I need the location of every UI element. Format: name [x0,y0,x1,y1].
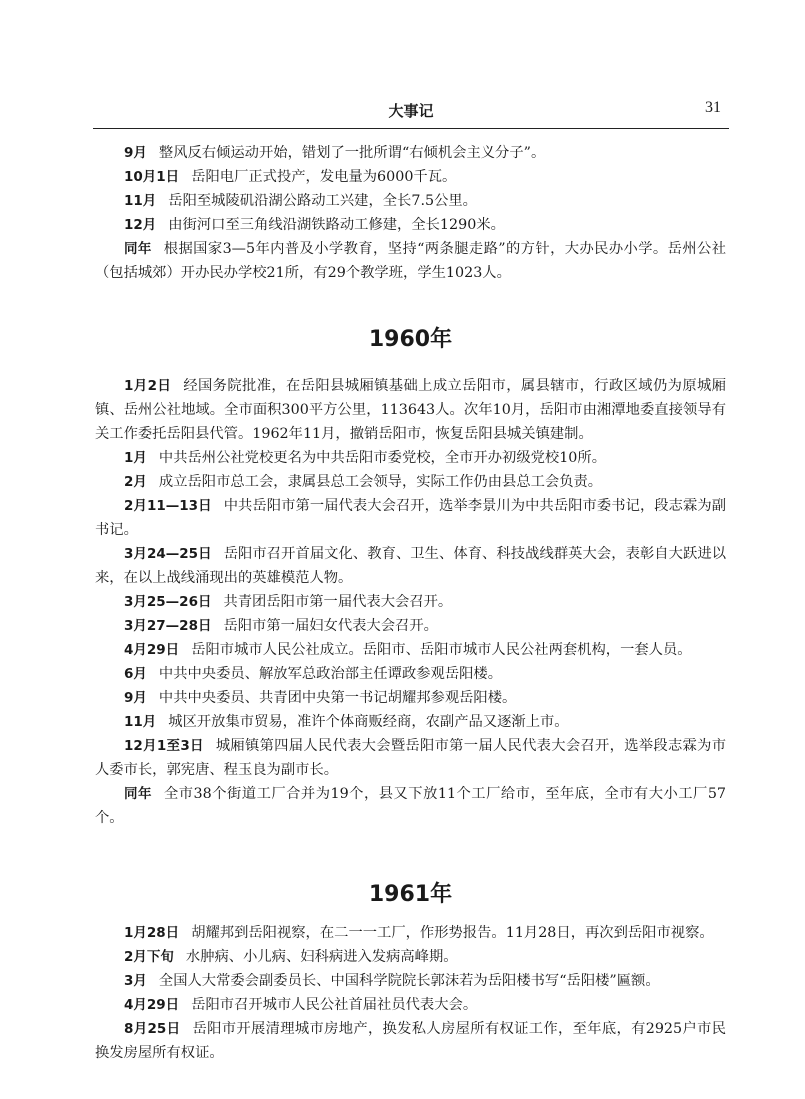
list-item [95,969,726,993]
entry-text: 岳阳市第一届妇女代表大会召开。 [223,618,438,634]
entry-date: 10月1日 [124,169,180,185]
entry-text: 中共中央委员、共青团中央第一书记胡耀邦参观岳阳楼。 [158,690,517,706]
entry-date: 1月2日 [124,378,172,394]
entry-text: 成立岳阳市总工会，隶属县总工会领导，实际工作仍由县总工会负责。 [158,474,603,490]
entry-text: 中共岳州公社党校更名为中共岳阳市委党校，全市开办初级党校10所。 [158,450,607,466]
list-item [95,921,726,945]
entry-date: 2月下旬 [124,949,174,965]
entry-date: 9月 [124,690,147,706]
entry-text: 中共中央委员、解放军总政治部主任谭政参观岳阳楼。 [158,666,503,682]
list-item [95,734,726,782]
entry-date: 同年 [124,241,152,257]
entry-date: 12月 [124,217,157,233]
entry-text: 整风反右倾运动开始，错划了一批所谓“右倾机会主义分子”。 [158,145,546,161]
entry-text: 岳阳电厂正式投产，发电量为6000千瓦。 [191,169,457,185]
entry-date: 3月25—26日 [124,594,212,610]
section-1961 [95,921,726,1065]
list-item [95,542,726,590]
year-heading: 1960年 [368,327,453,352]
list-item [95,189,726,213]
list-item [95,638,726,662]
entry-date: 3月24—25日 [124,546,212,562]
entry-date: 1月 [124,450,147,466]
list-item [95,710,726,734]
entry-text: 水肿病、小儿病、妇科病进入发病高峰期。 [185,949,458,965]
entry-date: 4月29日 [124,997,180,1013]
entry-text: 经国务院批准，在岳阳县城厢镇基础上成立岳阳市，属县辖市，行政区域仍为原城厢镇、岳州公社地域。全市面积300平方公里，113643人。次年10月，岳阳市由湘潭地委直接领导有关工作委托岳阳县代管。1962年11月，撤销岳阳市，恢复岳阳县城关镇建制。 [95,378,726,442]
entry-date: 3月 [124,973,147,989]
list-item [95,374,726,446]
list-item [95,494,726,542]
entry-date: 1月28日 [124,925,180,941]
entry-date: 3月27—28日 [124,618,212,634]
entry-date: 2月 [124,474,147,490]
entry-text: 全国人大常委会副委员长、中国科学院院长郭沫若为岳阳楼书写“岳阳楼”匾额。 [158,973,660,989]
list-item [95,446,726,470]
page-body [95,141,726,1065]
entry-date: 11月 [124,714,157,730]
list-item [95,614,726,638]
list-item [95,993,726,1017]
section-1959-continued [95,141,726,285]
entry-text: 全市38个街道工厂合并为19个，县又下放11个工厂给市，至年底，全市有大小工厂57个。 [95,786,727,826]
year-heading: 1961年 [368,882,453,907]
entry-text: 城厢镇第四届人民代表大会暨岳阳市第一届人民代表大会召开，选举段志霖为市人委市长，郭宪唐、程玉良为副市长。 [95,738,727,778]
entry-text: 城区开放集市贸易，准许个体商贩经商，农副产品又逐渐上市。 [168,714,569,730]
entry-text: 岳阳市召开首届文化、教育、卫生、体育、科技战线群英大会，表彰自大跃进以来，在以上战线涌现出的英雄模范人物。 [95,546,727,586]
entry-text: 岳阳市召开城市人民公社首届社员代表大会。 [191,997,478,1013]
entry-text: 中共岳阳市第一届代表大会召开，选举李景川为中共岳阳市委书记，段志霖为副书记。 [95,498,727,538]
entry-text: 根据国家3—5年内普及小学教育，坚持“两条腿走路”的方针，大办民办小学。岳州公社（包括城郊）开办民办学校21所，有29个教学班，学生1023人。 [95,241,726,281]
entry-text: 岳阳至城陵矶沿湖公路动工兴建，全长7.5公里。 [168,193,477,209]
list-item [95,1017,726,1065]
entry-text: 共青团岳阳市第一届代表大会召开。 [223,594,453,610]
entry-text: 岳阳市开展清理城市房地产，换发私人房屋所有权证工作，至年底，有2925户市民换发房屋所有权证。 [95,1021,726,1061]
list-item [95,237,726,285]
entry-text: 由街河口至三角线沿湖铁路动工修建，全长1290米。 [168,217,505,233]
list-item [95,686,726,710]
entry-date: 6月 [124,666,147,682]
entry-date: 8月25日 [124,1021,181,1037]
list-item [95,165,726,189]
list-item [95,470,726,494]
list-item [95,782,726,830]
entry-date: 11月 [124,193,157,209]
list-item [95,590,726,614]
list-item [95,945,726,969]
entry-date: 12月1至3日 [124,738,204,754]
entry-date: 9月 [124,145,147,161]
page-number: 31 [705,99,721,116]
entry-date: 同年 [124,786,152,802]
list-item [95,213,726,237]
entry-text: 岳阳市城市人民公社成立。岳阳市、岳阳市城市人民公社两套机构，一套人员。 [191,642,692,658]
section-1960 [95,374,726,830]
entry-text: 胡耀邦到岳阳视察，在二一一工厂，作形势报告。11月28日，再次到岳阳市视察。 [191,925,714,941]
page-header [93,98,729,129]
entry-date: 2月11—13日 [124,498,212,514]
list-item [95,662,726,686]
running-title: 大事记 [388,102,434,120]
entry-date: 4月29日 [124,642,180,658]
list-item [95,141,726,165]
